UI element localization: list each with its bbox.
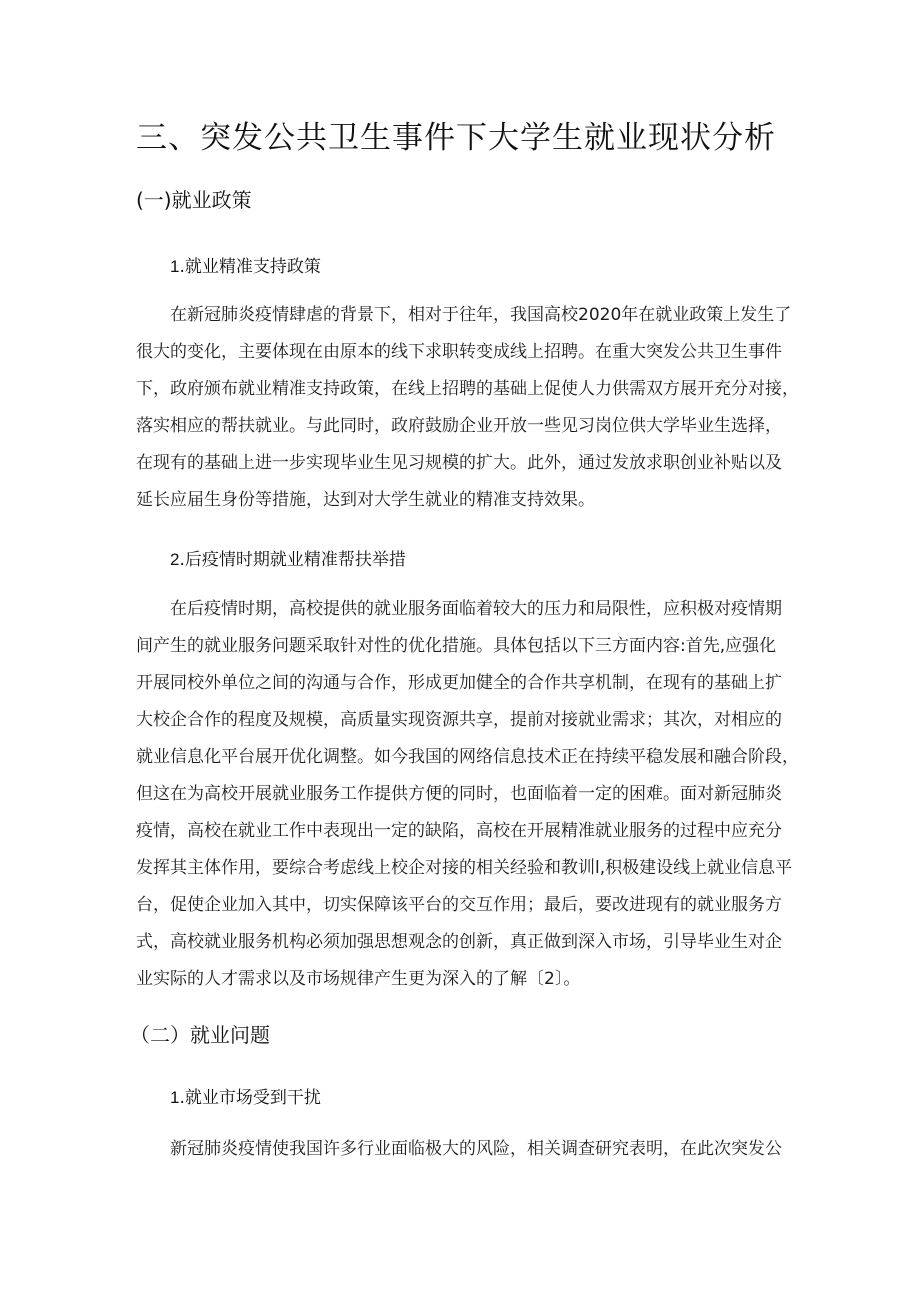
subsection-label: .后疫情时期就业精准帮扶举措: [179, 550, 406, 570]
subsection-label: .就业市场受到干扰: [179, 1088, 321, 1108]
subsection-number: 1: [170, 257, 180, 276]
subsection-label: .就业精准支持政策: [179, 257, 321, 277]
paragraph-line: 式，高校就业服务机构必须加强思想观念的创新，真正做到深入市场，引导毕业生对企: [136, 932, 782, 952]
paragraph-line: 在后疫情时期，高校提供的就业服务面临着较大的压力和局限性，应积极对疫情期: [170, 599, 782, 619]
paragraph-line: 落实相应的帮扶就业。与此同时，政府鼓励企业开放一些见习岗位供大学毕业生选择，: [136, 416, 782, 436]
subsection-heading-post-epidemic: [170, 545, 406, 570]
paragraph-line: 就业信息化平台展开优化调整。如今我国的网络信息技术正在持续平稳发展和融合阶段，: [136, 747, 799, 767]
paragraph-line: 下，政府颁布就业精准支持政策，在线上招聘的基础上促使人力供需双方展开充分对接，: [136, 379, 799, 399]
subsection-heading-precision-policy: [170, 252, 321, 277]
paragraph-line: 开展同校外单位之间的沟通与合作，形成更加健全的合作共享机制，在现有的基础上扩: [136, 673, 782, 693]
paragraph-line: 大校企合作的程度及规模，高质量实现资源共享，提前对接就业需求；其次，对相应的: [136, 710, 782, 730]
paragraph-line: 延长应届生身份等措施，达到对大学生就业的精准支持效果。: [136, 490, 595, 510]
paragraph-line: 台，促使企业加入其中，切实保障该平台的交互作用；最后，要改进现有的就业服务方: [136, 895, 782, 915]
subsection-heading-market-disruption: [170, 1083, 321, 1108]
page-title: 三、突发公共卫生事件下大学生就业现状分析: [136, 120, 776, 156]
paragraph-line: 业实际的人才需求以及市场规律产生更为深入的了解〔2〕。: [136, 969, 581, 989]
section-heading-policy: (一)就业政策: [136, 188, 252, 212]
paragraph-line: 新冠肺炎疫情使我国许多行业面临极大的风险，相关调查研究表明，在此次突发公: [170, 1139, 782, 1159]
paragraph-line: 在现有的基础上进一步实现毕业生见习规模的扩大。此外，通过发放求职创业补贴以及: [136, 453, 782, 473]
paragraph-line: 发挥其主体作用，要综合考虑线上校企对接的相关经验和教训l,积极建设线上就业信息平: [136, 858, 793, 878]
paragraph-line: 很大的变化，主要体现在由原本的线下求职转变成线上招聘。在重大突发公共卫生事件: [136, 342, 782, 362]
section-heading-problems: （二）就业问题: [130, 1023, 270, 1047]
subsection-number: 2: [170, 550, 180, 569]
paragraph-line: 在新冠肺炎疫情肆虐的背景下，相对于往年，我国高校2020年在就业政策上发生了: [170, 305, 792, 325]
subsection-number: 1: [170, 1088, 180, 1107]
paragraph-line: 疫情，高校在就业工作中表现出一定的缺陷，高校在开展精准就业服务的过程中应充分: [136, 821, 782, 841]
paragraph-line: 间产生的就业服务问题采取针对性的优化措施。具体包括以下三方面内容:首先,应强化: [136, 636, 777, 656]
paragraph-line: 但这在为高校开展就业服务工作提供方便的同时，也面临着一定的困难。面对新冠肺炎: [136, 784, 782, 804]
